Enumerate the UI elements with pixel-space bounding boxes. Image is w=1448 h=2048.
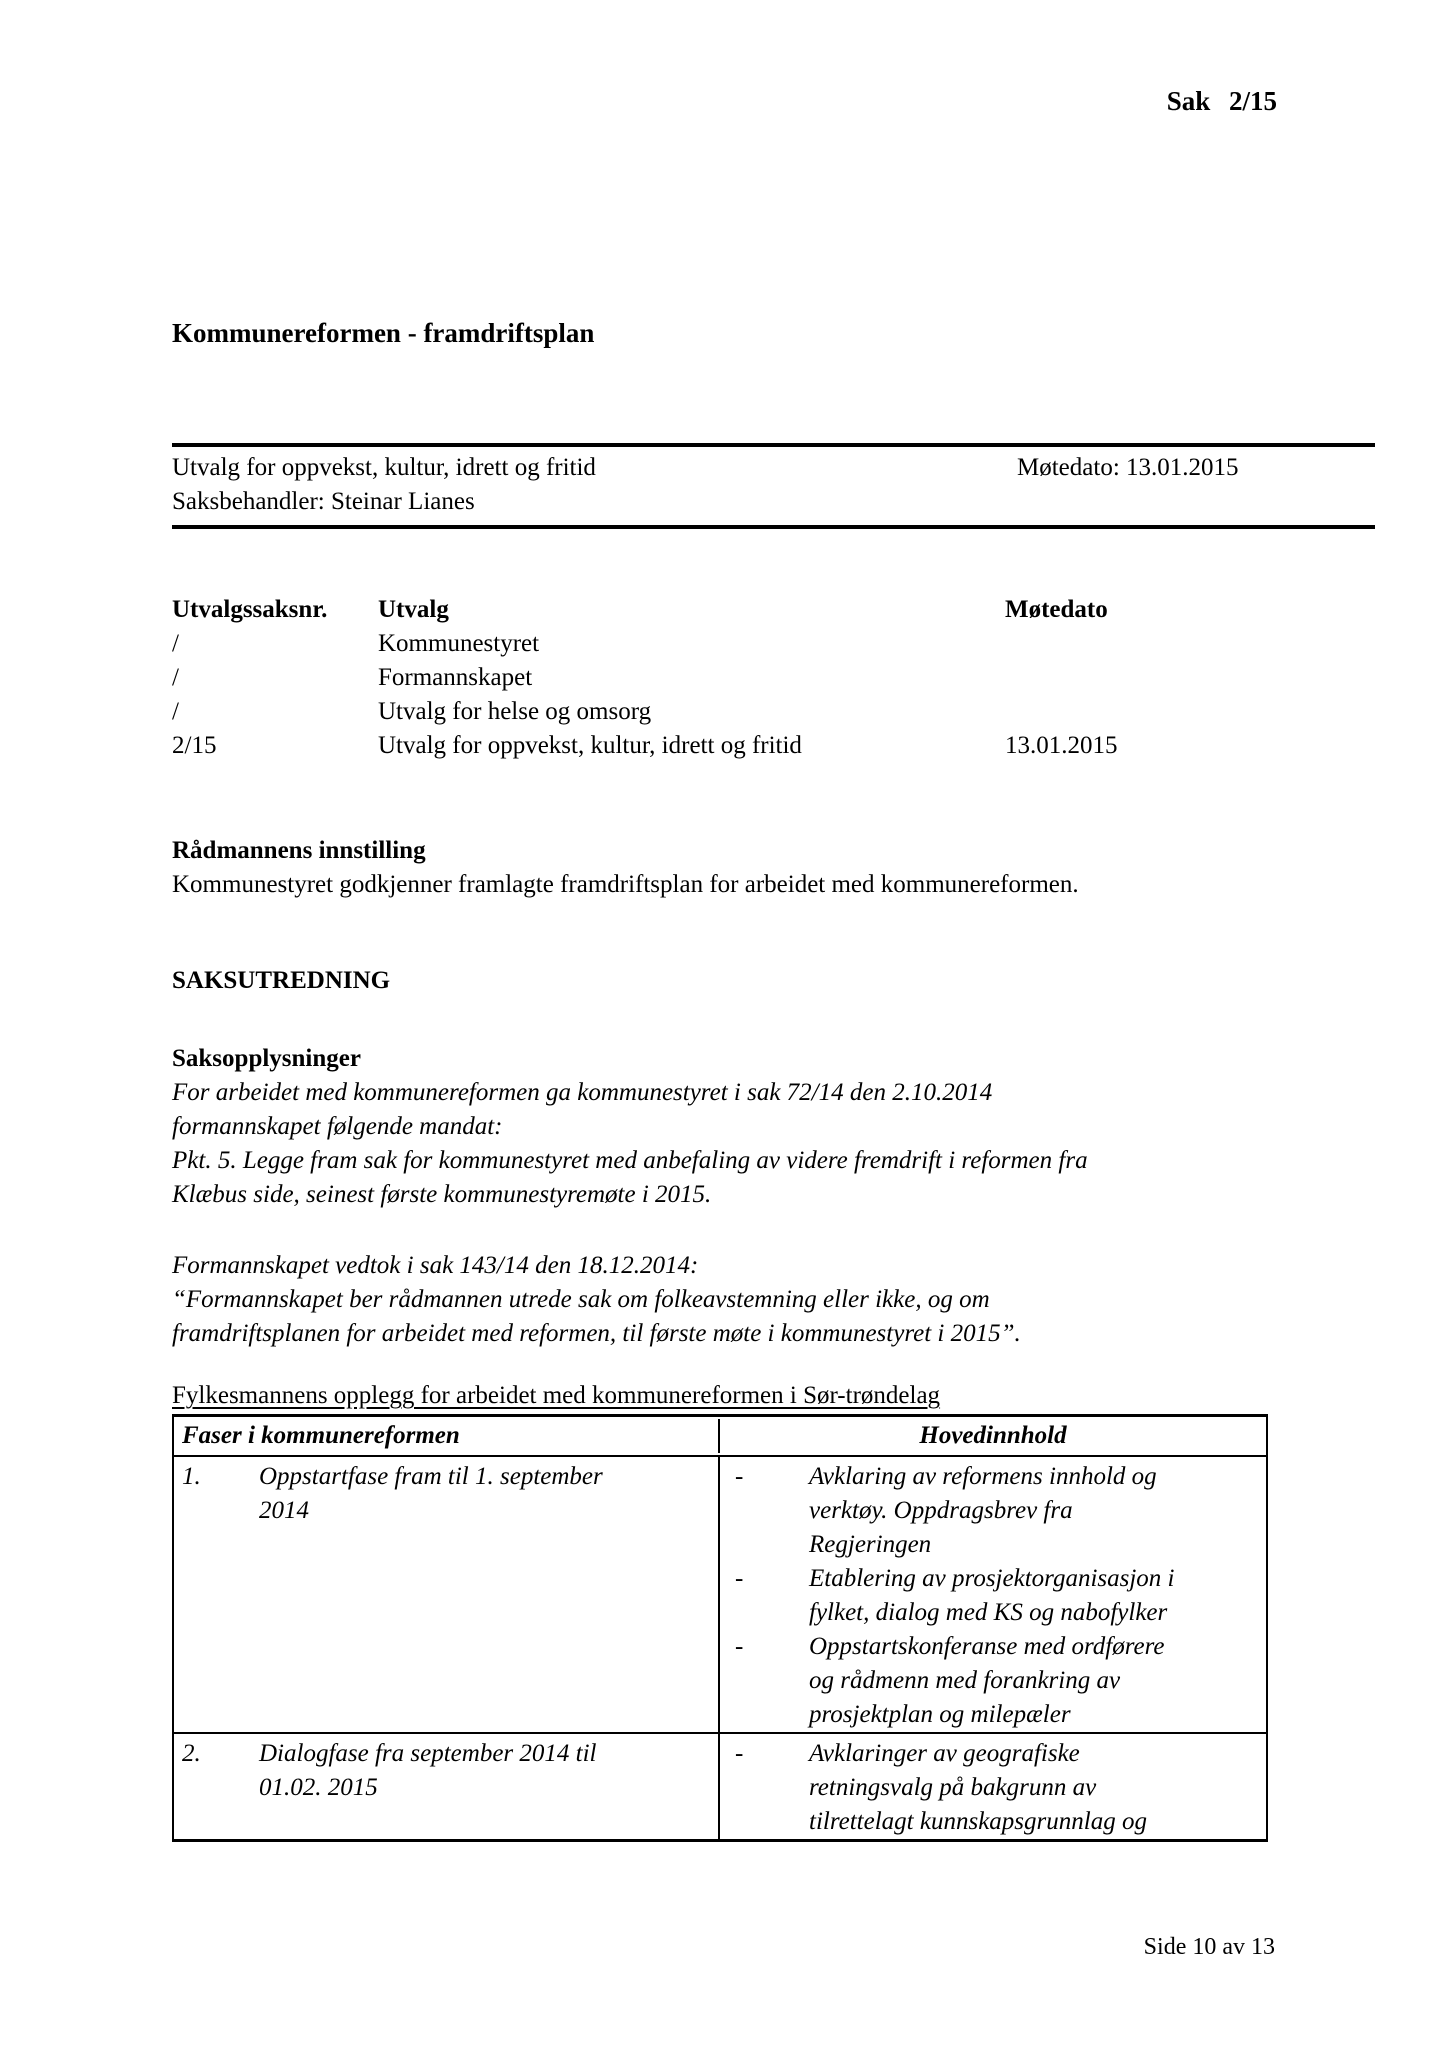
item-line: tilrettelagt kunnskapsgrunnlag og [809,1808,1147,1835]
recommendation-text: Kommunestyret godkjenner framlagte framdriftsplan for arbeidet med kommunereformen. [172,871,1079,898]
item-line: Regjeringen [809,1531,932,1558]
item-line: Oppstartskonferanse med ordførere [809,1633,1165,1660]
content-cell [720,1734,1266,1839]
column-header-phases: Faser i kommunereformen [174,1419,720,1453]
column-header-utvalg: Utvalg [378,596,449,623]
paragraph-line: Klæbus side, seinest første kommunestyremøte i 2015. [172,1181,712,1208]
section-heading: Rådmannens innstilling [172,837,426,864]
phase-line: Oppstartfase fram til 1. september [259,1463,603,1490]
phases-table [172,1414,1268,1842]
meeting-date: Møtedato: 13.01.2015 [1017,454,1239,481]
case-header-block [172,443,1375,529]
phase-line: 2014 [259,1497,309,1524]
item-line: Avklaring av reformens innhold og [809,1463,1157,1490]
item-line: retningsvalg på bakgrunn av [809,1774,1097,1801]
dash-bullet: - [735,1740,744,1767]
cell-dato: 13.01.2015 [1005,732,1118,759]
paragraph-line: “Formannskapet ber rådmannen utrede sak om folkeavstemning eller ikke, og om [172,1286,990,1313]
committee-name: Utvalg for oppvekst, kultur, idrett og fritid [172,454,596,481]
dash-bullet: - [735,1633,744,1660]
cell-dato [1005,627,1275,661]
item-line: prosjektplan og milepæler [809,1701,1071,1728]
list-item [720,1737,1266,1839]
dash-bullet: - [735,1565,744,1592]
list-item [720,1630,1266,1732]
item-line: verktøy. Oppdragsbrev fra [809,1497,1073,1524]
paragraph-line: For arbeidet med kommunereformen ga kommunestyret i sak 72/14 den 2.10.2014 [172,1079,993,1106]
caseworker: Saksbehandler: Steinar Lianes [172,488,475,515]
cell-utvalg: Utvalg for helse og omsorg [378,698,652,725]
cell-utvalg: Formannskapet [378,664,533,691]
phase-number: 2. [182,1740,201,1767]
item-line: Avklaringer av geografiske [809,1740,1080,1767]
case-info-section [172,1042,1372,1212]
cell-dato [1005,661,1275,695]
table-row [172,729,1275,763]
paragraph-line: formannskapet følgende mandat: [172,1113,503,1140]
cell-saksnr: / [172,664,179,691]
content-cell [720,1457,1266,1732]
table-row [174,1457,1266,1734]
column-header-saksnr: Utvalgssaksnr. [172,596,328,623]
item-text [809,1460,1266,1562]
saksutredning-heading: SAKSUTREDNING [172,967,391,994]
phase-number: 1. [182,1463,201,1490]
table-row [172,627,1275,661]
phases-table-header-row [174,1417,1266,1457]
cell-saksnr: / [172,698,179,725]
column-header-dato: Møtedato [1005,596,1108,623]
dash-bullet: - [735,1463,744,1490]
cell-saksnr: / [172,630,179,657]
paragraph-line: Formannskapet vedtok i sak 143/14 den 18.12.2014: [172,1252,699,1279]
table-row [172,661,1275,695]
committees-table [172,593,1275,763]
cell-utvalg: Kommunestyret [378,630,540,657]
cell-saksnr: 2/15 [172,732,217,759]
section-heading: Saksopplysninger [172,1045,361,1072]
cell-utvalg: Utvalg for oppvekst, kultur, idrett og fritid [378,732,802,759]
document-title: Kommunereformen - framdriftsplan [172,318,595,348]
case-header-row [172,451,1375,485]
list-item [720,1460,1266,1562]
item-line: Etablering av prosjektorganisasjon i [809,1565,1175,1592]
table-caption: Fylkesmannens opplegg for arbeidet med kommunereformen i Sør-trøndelag [172,1382,941,1409]
table-row [174,1734,1266,1839]
column-header-content: Hovedinnhold [919,1422,1067,1449]
cell-dato [1005,695,1275,729]
list-item [720,1562,1266,1630]
page-number: Side 10 av 13 [1143,1934,1275,1960]
item-line: fylket, dialog med KS og nabofylker [809,1599,1168,1626]
phase-text [259,1737,718,1805]
table-row [172,695,1275,729]
item-line: og rådmenn med forankring av [809,1667,1121,1694]
paragraph-line: framdriftsplanen for arbeidet med reformen, til første møte i kommunestyret i 2015”. [172,1320,1021,1347]
item-text [809,1562,1266,1630]
phase-cell [174,1457,720,1732]
case-number: Sak 2/15 [1166,86,1277,116]
phase-line: 01.02. 2015 [259,1774,378,1801]
item-text [809,1630,1266,1732]
phase-line: Dialogfase fra september 2014 til [259,1740,597,1767]
paragraph-line: Pkt. 5. Legge fram sak for kommunestyret med anbefaling av videre fremdrift i reformen fra [172,1147,1088,1174]
recommendation-section [172,834,1352,902]
resolution-paragraph [172,1249,1372,1351]
item-text [809,1737,1266,1839]
phase-text [259,1460,718,1528]
phase-cell [174,1734,720,1839]
committees-header-row [172,593,1275,627]
